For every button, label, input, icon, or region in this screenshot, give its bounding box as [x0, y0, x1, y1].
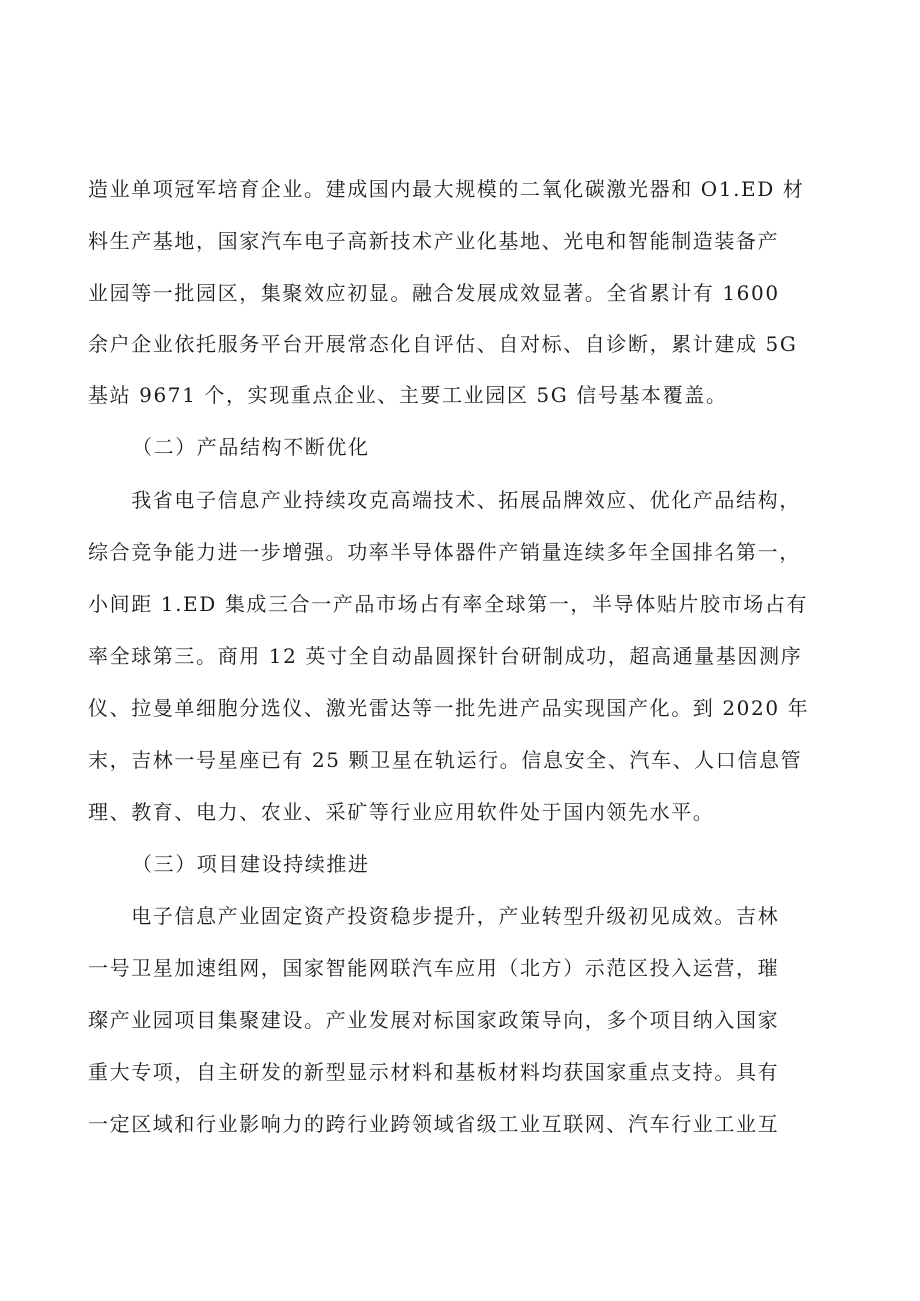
paragraph-2-line-7: 理、教育、电力、农业、采矿等行业应用软件处于国内领先水平。 [88, 800, 715, 824]
paragraph-3-line-1: 电子信息产业固定资产投资稳步提升，产业转型升级初见成效。吉林 [88, 904, 780, 928]
paragraph-1-line-2: 料生产基地，国家汽车电子高新技术产业化基地、光电和智能制造装备产 [88, 229, 780, 253]
paragraph-2-line-5: 仪、拉曼单细胞分选仪、激光雷达等一批先进产品实现国产化。到 2020 年 [88, 696, 810, 720]
paragraph-1-line-5: 基站 9671 个，实现重点企业、主要工业园区 5G 信号基本覆盖。 [88, 383, 728, 407]
section-heading-3: （三）项目建设持续推进 [132, 852, 370, 876]
section-heading-2: （二）产品结构不断优化 [132, 435, 370, 459]
paragraph-2-line-2: 综合竞争能力进一步增强。功率半导体器件产销量连续多年全国排名第一， [88, 540, 801, 564]
paragraph-1-line-4: 余户企业依托服务平台开展常态化自评估、自对标、自诊断，累计建成 5G [88, 332, 798, 356]
paragraph-2-line-3: 小间距 1.ED 集成三合一产品市场占有率全球第一，半导体贴片胶市场占有 [88, 592, 809, 616]
paragraph-2-line-1: 我省电子信息产业持续攻克高端技术、拓展品牌效应、优化产品结构， [88, 488, 801, 512]
paragraph-3-line-5: 一定区域和行业影响力的跨行业跨领域省级工业互联网、汽车行业工业互 [88, 1112, 780, 1136]
paragraph-3-line-4: 重大专项，自主研发的新型显示材料和基板材料均获国家重点支持。具有 [88, 1060, 780, 1084]
paragraph-1-line-3: 业园等一批园区，集聚效应初显。融合发展成效显著。全省累计有 1600 [88, 281, 780, 305]
paragraph-3-line-2: 一号卫星加速组网，国家智能网联汽车应用（北方）示范区投入运营，璀 [88, 956, 780, 980]
paragraph-1-line-1: 造业单项冠军培育企业。建成国内最大规模的二氧化碳激光器和 O1.ED 材 [88, 177, 805, 201]
paragraph-2-line-6: 末，吉林一号星座已有 25 颗卫星在轨运行。信息安全、汽车、人口信息管 [88, 748, 803, 772]
paragraph-3-line-3: 璨产业园项目集聚建设。产业发展对标国家政策导向，多个项目纳入国家 [88, 1008, 780, 1032]
paragraph-2-line-4: 率全球第三。商用 12 英寸全自动晶圆探针台研制成功，超高通量基因测序 [88, 644, 803, 668]
